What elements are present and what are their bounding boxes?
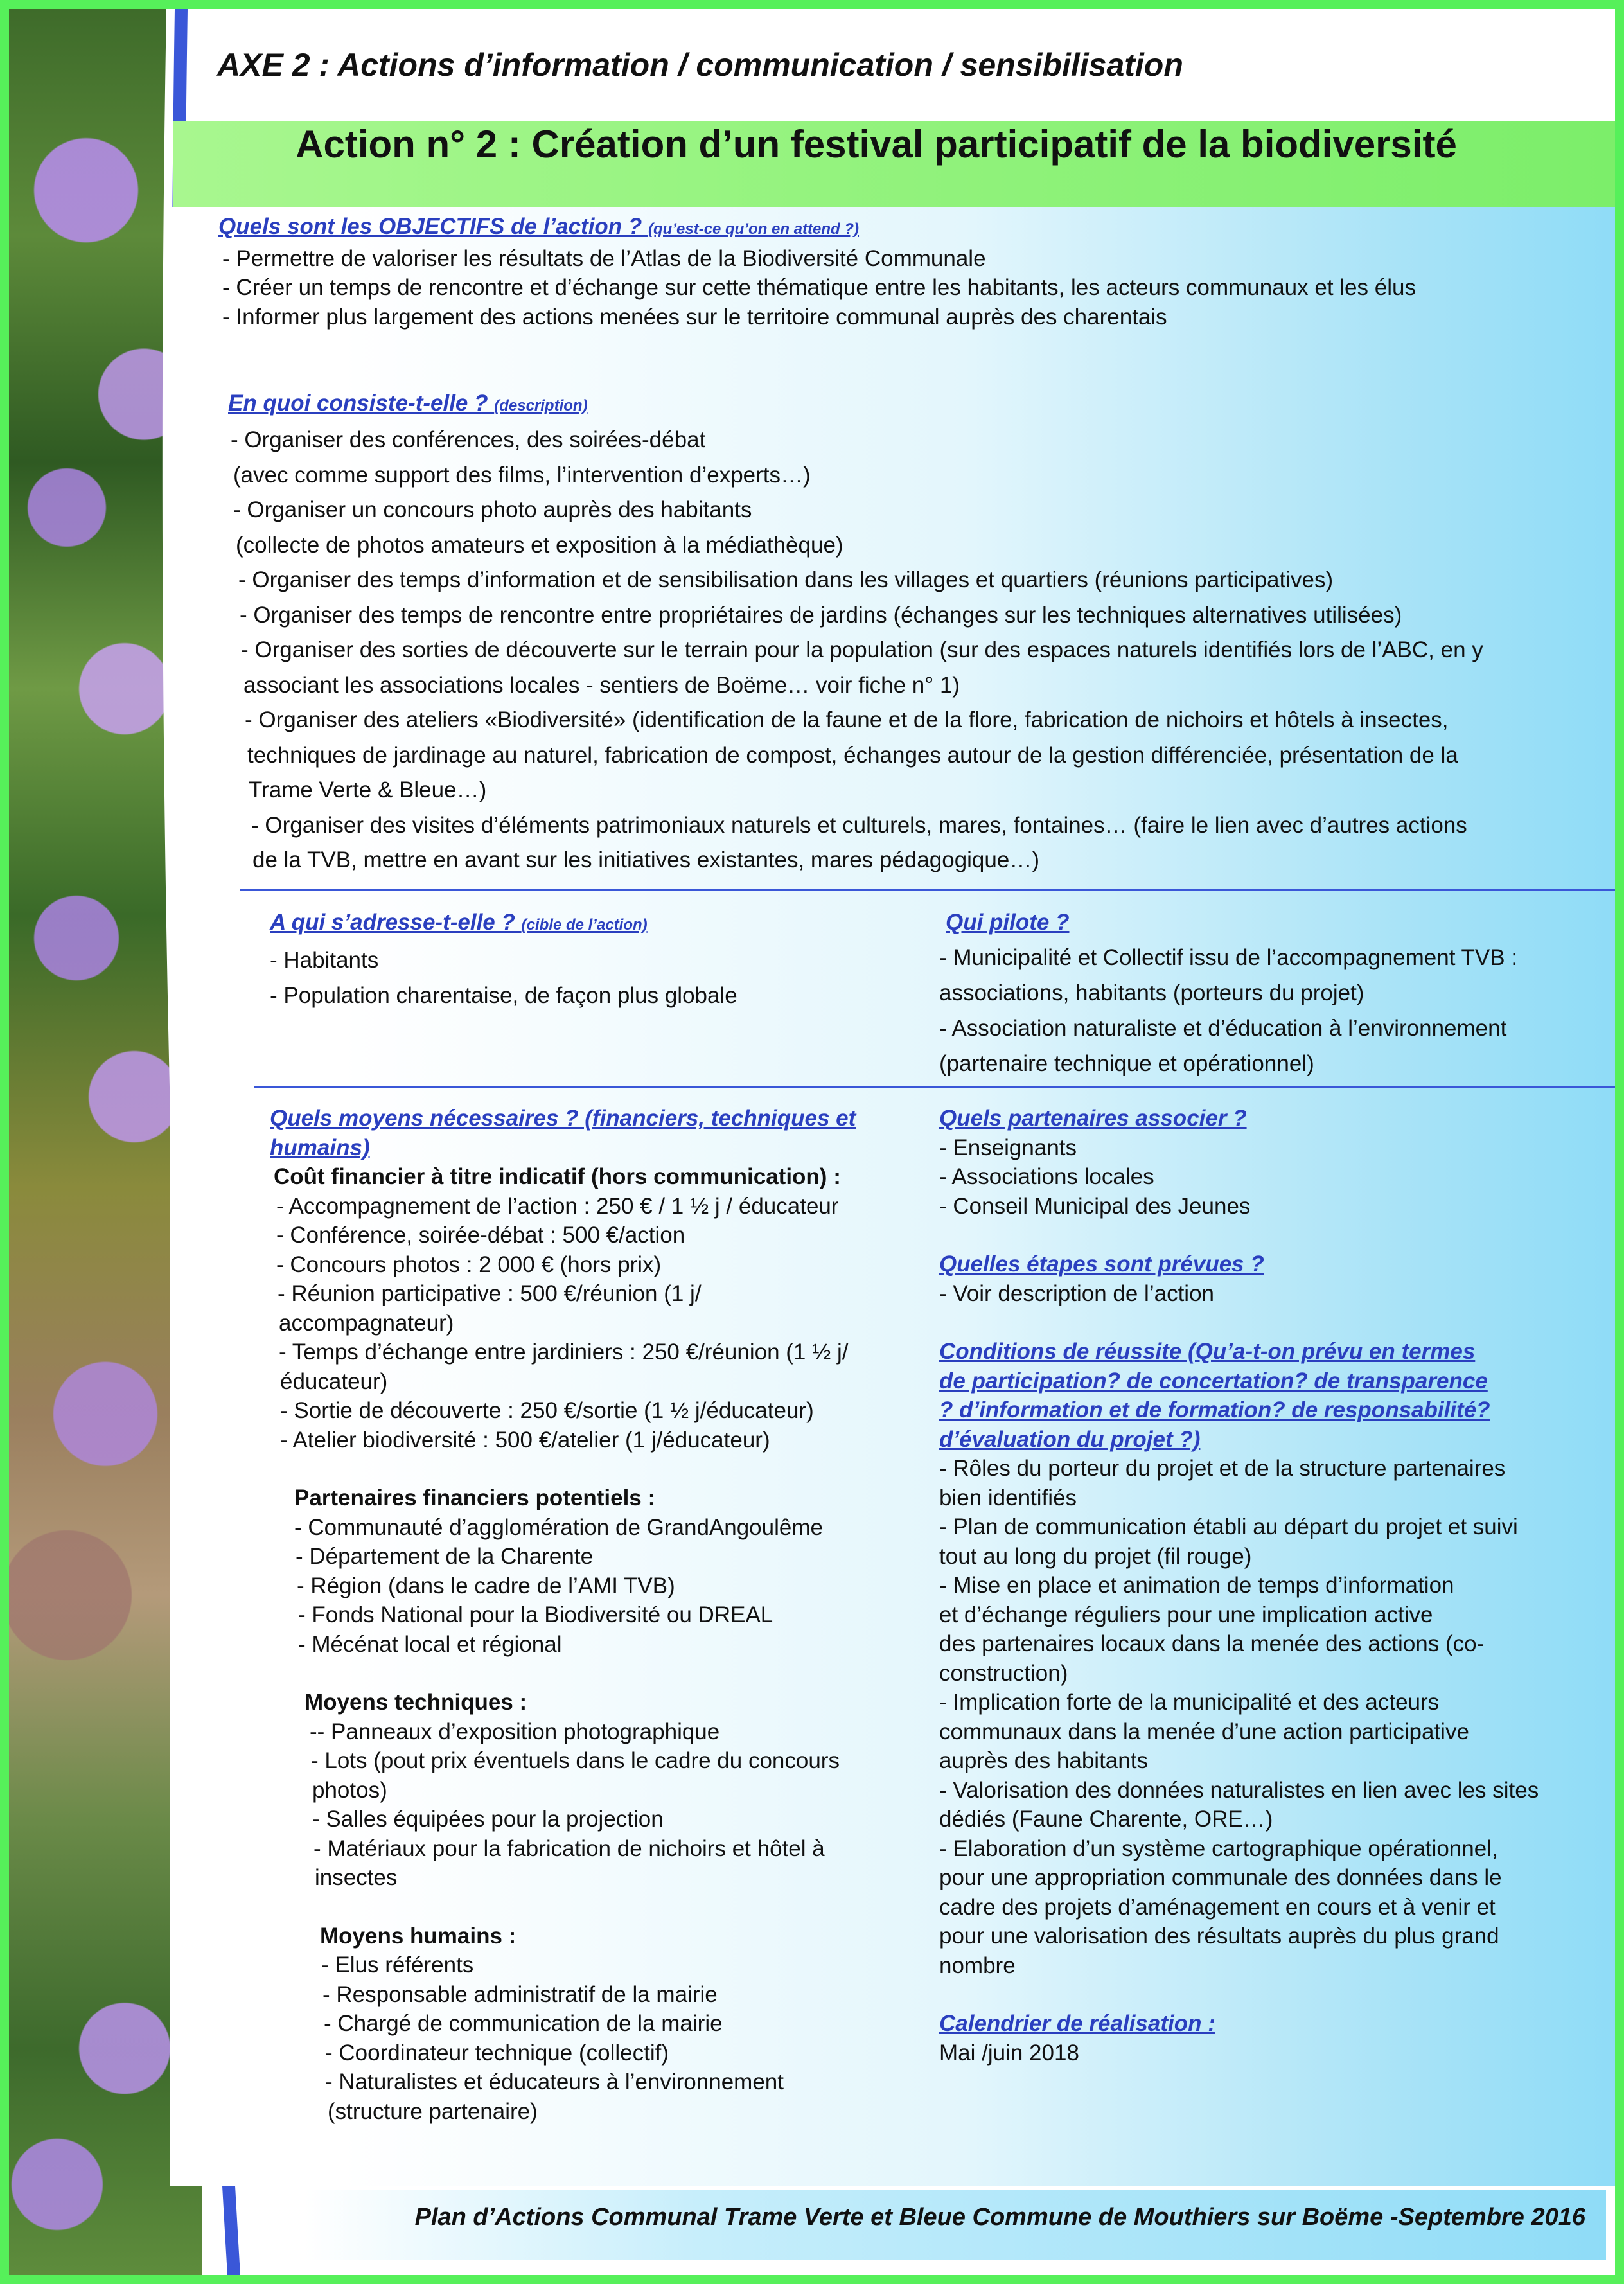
right-column	[939, 1104, 1539, 2067]
cout-line: - Accompagnement de l’action : 250 € / 1 ½ j / éducateur	[276, 1193, 839, 1219]
partenaires-financiers-line: - Département de la Charente	[296, 1544, 594, 1569]
partenaires-financiers-line: - Fonds National pour la Biodiversité ou DREAL	[298, 1602, 773, 1627]
separator-line	[240, 889, 1615, 891]
conditions-line: bien identifiés	[939, 1485, 1077, 1510]
action-title: Action n° 2 : Création d’un festival participatif de la biodiversité	[296, 123, 1457, 166]
techniques-line: - Lots (pout prix éventuels dans le cadre du concours	[311, 1748, 840, 1773]
description-line: - Organiser des visites d’éléments patrimoniaux naturels et culturels, mares, fontaines… (faire le lien avec d’autres actions	[251, 812, 1467, 838]
description-line: - Organiser un concours photo auprès des habitants	[233, 497, 752, 522]
description-line: - Organiser des ateliers «Biodiversité» (identification de la faune et de la flore, fabrication de nichoirs et hôtels à insectes,	[245, 707, 1449, 732]
techniques-line: photos)	[312, 1777, 387, 1803]
cible-item: - Population charentaise, de façon plus globale	[270, 983, 737, 1008]
cout-line: accompagnateur)	[279, 1310, 454, 1336]
cible-item: - Habitants	[270, 948, 379, 973]
partenaires-financiers-title: Partenaires financiers potentiels :	[294, 1485, 656, 1510]
description-line: - Organiser des temps de rencontre entre propriétaires de jardins (échanges sur les techniques alternatives utilisées)	[240, 602, 1402, 628]
pilote-line: - Association naturaliste et d’éducation à l’environnement	[939, 1016, 1507, 1041]
cible-heading: A qui s’adresse-t-elle ? (cible de l’action)	[270, 910, 648, 935]
partenaire-item: - Conseil Municipal des Jeunes	[939, 1193, 1251, 1219]
techniques-line: insectes	[315, 1865, 398, 1890]
cout-line: - Temps d’échange entre jardiniers : 250 €/réunion (1 ½ j/	[279, 1340, 849, 1365]
techniques-line: -- Panneaux d’exposition photographique	[310, 1719, 720, 1744]
calendrier-heading: Calendrier de réalisation :	[939, 2011, 1215, 2036]
etape-item: - Voir description de l’action	[939, 1280, 1214, 1306]
description-heading: En quoi consiste-t-elle ? (description)	[228, 391, 588, 416]
humains-line: - Chargé de communication de la mairie	[324, 2011, 723, 2036]
humains-title: Moyens humains :	[320, 1923, 516, 1949]
description-section	[228, 387, 1483, 878]
cout-line: - Réunion participative : 500 €/réunion (1 j/	[278, 1281, 702, 1306]
humains-line: - Elus référents	[321, 1952, 474, 1978]
conditions-heading-line: ? d’information et de formation? de responsabilité?	[939, 1397, 1490, 1422]
cout-title: Coût financier à titre indicatif (hors communication) :	[274, 1164, 841, 1189]
conditions-heading-line: de participation? de concertation? de transparence	[939, 1368, 1488, 1394]
calendrier-value: Mai /juin 2018	[939, 2040, 1079, 2066]
conditions-line: - Valorisation des données naturalistes en lien avec les sites	[939, 1777, 1539, 1803]
partenaire-item: - Enseignants	[939, 1135, 1077, 1160]
partenaires-financiers-line: - Mécénat local et régional	[298, 1631, 562, 1657]
pilote-line: - Municipalité et Collectif issu de l’accompagnement TVB :	[939, 945, 1518, 970]
description-line: - Organiser des sorties de découverte sur le terrain pour la population (sur des espaces naturels identifiés lors de l’ABC, en y	[241, 637, 1483, 662]
humains-line: - Responsable administratif de la mairie	[322, 1981, 718, 2007]
moyens-heading-line: humains)	[270, 1135, 370, 1160]
partenaires-heading: Quels partenaires associer ?	[939, 1106, 1247, 1131]
humains-line: - Coordinateur technique (collectif)	[325, 2040, 669, 2066]
techniques-title: Moyens techniques :	[304, 1690, 527, 1715]
conditions-line: - Elaboration d’un système cartographique opérationnel,	[939, 1836, 1498, 1861]
etapes-heading: Quelles étapes sont prévues ?	[939, 1252, 1264, 1277]
partenaires-financiers-line: - Région (dans le cadre de l’AMI TVB)	[297, 1573, 675, 1598]
description-line: (collecte de photos amateurs et exposition à la médiathèque)	[236, 532, 843, 558]
conditions-heading-line: Conditions de réussite (Qu’a-t-on prévu en termes	[939, 1339, 1476, 1364]
conditions-line: cadre des projets d’aménagement en cours et à venir et	[939, 1894, 1496, 1920]
description-line: Trame Verte & Bleue…)	[249, 777, 487, 802]
description-line: associant les associations locales - sentiers de Boëme… voir fiche n° 1)	[243, 672, 960, 698]
separator-line	[254, 1086, 1615, 1088]
conditions-line: auprès des habitants	[939, 1748, 1148, 1773]
cout-line: - Atelier biodiversité : 500 €/atelier (1 j/éducateur)	[280, 1427, 770, 1453]
conditions-line: et d’échange réguliers pour une implication active	[939, 1602, 1433, 1627]
pilote-section	[939, 905, 1517, 1081]
conditions-line: - Implication forte de la municipalité et des acteurs	[939, 1690, 1440, 1715]
partenaires-financiers-line: - Communauté d’agglomération de GrandAngoulême	[294, 1514, 823, 1540]
moyens-heading-line: Quels moyens nécessaires ? (financiers, techniques et	[270, 1106, 856, 1131]
objectif-item: - Informer plus largement des actions menées sur le territoire communal auprès des charentais	[222, 304, 1167, 330]
conditions-line: - Plan de communication établi au départ du projet et suivi	[939, 1514, 1518, 1539]
description-line: - Organiser des conférences, des soirées-débat	[231, 427, 706, 452]
humains-line: - Naturalistes et éducateurs à l’environnement	[325, 2069, 784, 2094]
objectifs-section	[218, 212, 1416, 332]
conditions-line: des partenaires locaux dans la menée des actions (co-	[939, 1631, 1485, 1656]
pilote-heading: Qui pilote ?	[946, 910, 1070, 935]
conditions-line: - Rôles du porteur du projet et de la structure partenaires	[939, 1456, 1506, 1481]
objectifs-heading: Quels sont les OBJECTIFS de l’action ? (qu’est-ce qu’on en attend ?)	[218, 214, 860, 239]
pilote-line: associations, habitants (porteurs du projet)	[939, 980, 1364, 1005]
cout-line: - Conférence, soirée-débat : 500 €/action	[276, 1223, 685, 1248]
humains-line: (structure partenaire)	[328, 2098, 538, 2124]
conditions-line: nombre	[939, 1952, 1016, 1978]
description-line: (avec comme support des films, l’intervention d’experts…)	[233, 462, 811, 488]
objectif-item: - Créer un temps de rencontre et d’échange sur cette thématique entre les habitants, les acteurs communaux et les élus	[222, 275, 1416, 300]
partenaire-item: - Associations locales	[939, 1164, 1154, 1189]
conditions-line: tout au long du projet (fil rouge)	[939, 1543, 1252, 1569]
conditions-line: - Mise en place et animation de temps d’information	[939, 1573, 1454, 1598]
cout-line: - Concours photos : 2 000 € (hors prix)	[276, 1252, 662, 1277]
cible-section	[270, 905, 737, 1013]
conditions-line: pour une appropriation communale des données dans le	[939, 1865, 1502, 1890]
conditions-line: construction)	[939, 1660, 1068, 1686]
conditions-line: communaux dans la menée d’une action participative	[939, 1719, 1469, 1744]
techniques-line: - Salles équipées pour la projection	[312, 1807, 664, 1832]
conditions-line: dédiés (Faune Charente, ORE…)	[939, 1807, 1273, 1832]
description-line: - Organiser des temps d’information et de sensibilisation dans les villages et quartiers (réunions participatives)	[238, 567, 1334, 592]
cout-line: éducateur)	[280, 1368, 388, 1394]
conditions-line: pour une valorisation des résultats auprès du plus grand	[939, 1924, 1499, 1949]
axe-title: AXE 2 : Actions d’information / communication / sensibilisation	[217, 47, 1183, 83]
techniques-line: - Matériaux pour la fabrication de nichoirs et hôtel à	[313, 1836, 825, 1861]
description-line: techniques de jardinage au naturel, fabrication de compost, échanges autour de la gestion différenciée, présentation de la	[247, 742, 1458, 768]
description-line: de la TVB, mettre en avant sur les initiatives existantes, mares pédagogique…)	[252, 847, 1039, 872]
pilote-line: (partenaire technique et opérationnel)	[939, 1051, 1314, 1076]
cout-line: - Sortie de découverte : 250 €/sortie (1 ½ j/éducateur)	[280, 1398, 814, 1423]
moyens-section	[270, 1104, 856, 2126]
footer-text: Plan d’Actions Communal Trame Verte et Bleue Commune de Mouthiers sur Boëme -Septembre 2016	[414, 2204, 1585, 2231]
conditions-heading-line: d’évaluation du projet ?)	[939, 1426, 1201, 1452]
objectif-item: - Permettre de valoriser les résultats de l’Atlas de la Biodiversité Communale	[222, 245, 986, 271]
